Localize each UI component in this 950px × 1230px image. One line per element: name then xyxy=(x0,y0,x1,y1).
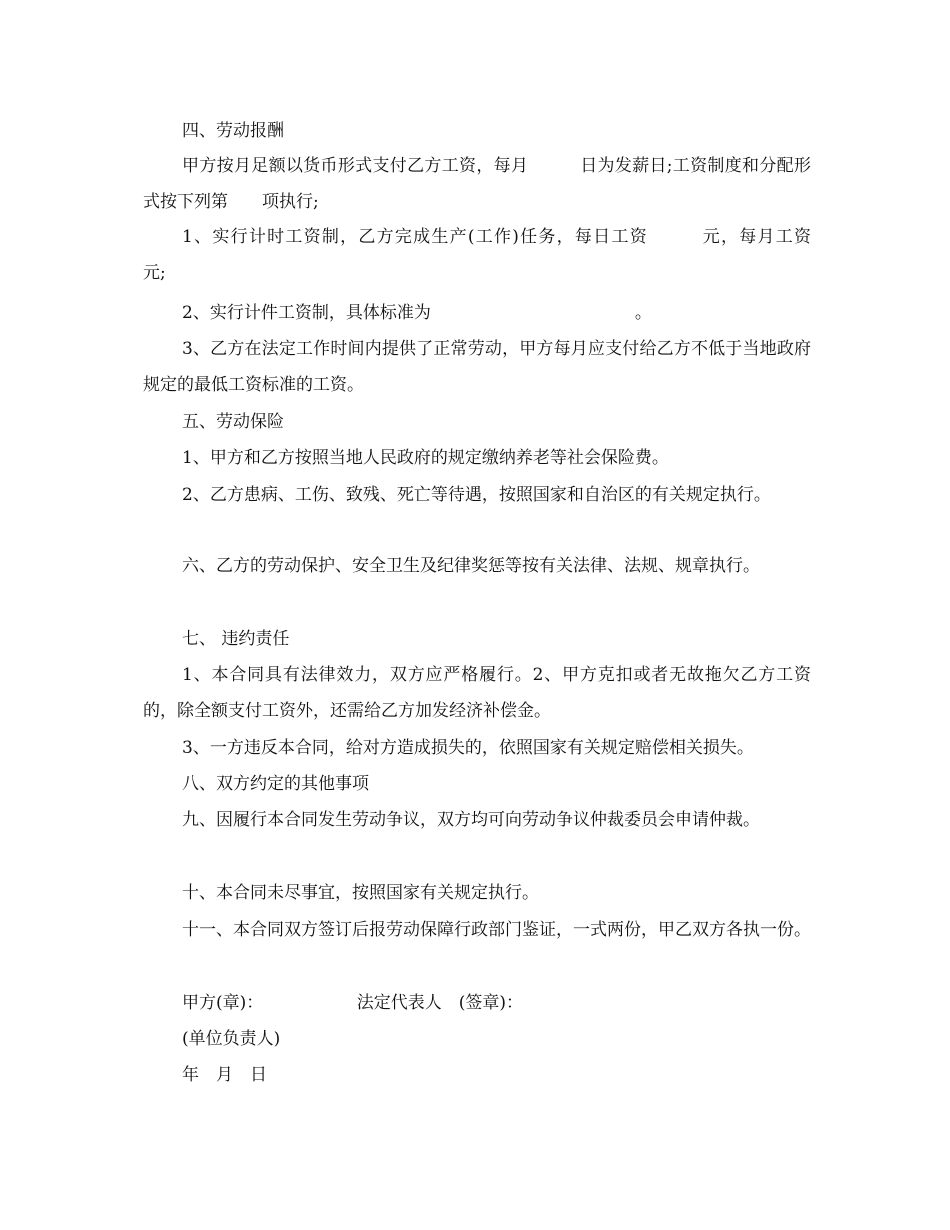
paragraph-time-wage: 1、实行计时工资制，乙方完成生产(工作)任务，每日工资 元，每月工资 元; xyxy=(143,227,862,283)
paragraph-piece-wage: 2、实行计件工资制，具体标准为 。 xyxy=(182,303,652,323)
section-labor-dispute: 九、因履行本合同发生劳动争议，双方均可向劳动争议仲裁委员会申请仲裁。 xyxy=(182,810,760,830)
section-heading-liability: 七、 违约责任 xyxy=(182,629,290,649)
paragraph-injury-treatment: 2、乙方患病、工伤、致残、死亡等待遇，按照国家和自治区的有关规定执行。 xyxy=(182,485,771,505)
section-copies: 十一、本合同双方签订后报劳动保障行政部门鉴证，一式两份，甲乙双方各执一份。 xyxy=(182,920,811,940)
paragraph-contract-validity: 1、本合同具有法律效力，双方应严格履行。2、甲方克扣或者无故拖欠乙方工资的，除全额支付工资外，还需给乙方加发经济补偿金。 xyxy=(143,665,811,721)
signature-line-party-a: 甲方(章)： 法定代表人 (签章)： xyxy=(182,993,524,1013)
paragraph-pay-schedule: 甲方按月足额以货币形式支付乙方工资，每月 日为发薪日;工资制度和分配形式按下列第 项执行; xyxy=(143,156,811,212)
section-labor-protection: 六、乙方的劳动保护、安全卫生及纪律奖惩等按有关法律、法规、规章执行。 xyxy=(182,556,760,576)
paragraph-minimum-wage: 3、乙方在法定工作时间内提供了正常劳动，甲方每月应支付给乙方不低于当地政府规定的最低工资标准的工资。 xyxy=(143,339,811,395)
section-heading-other-matters: 八、双方约定的其他事项 xyxy=(182,774,369,794)
signature-line-unit-head: (单位负责人) xyxy=(182,1029,281,1049)
section-heading-labor-pay: 四、劳动报酬 xyxy=(182,121,284,141)
paragraph-social-insurance: 1、甲方和乙方按照当地人民政府的规定缴纳养老等社会保险费。 xyxy=(182,448,669,468)
paragraph-breach-compensation: 3、一方违反本合同，给对方造成损失的，依照国家有关规定赔偿相关损失。 xyxy=(182,738,754,758)
section-unresolved-matters: 十、本合同未尽事宜，按照国家有关规定执行。 xyxy=(182,883,539,903)
signature-date-line: 年 月 日 xyxy=(182,1065,267,1085)
section-heading-labor-insurance: 五、劳动保险 xyxy=(182,412,284,432)
